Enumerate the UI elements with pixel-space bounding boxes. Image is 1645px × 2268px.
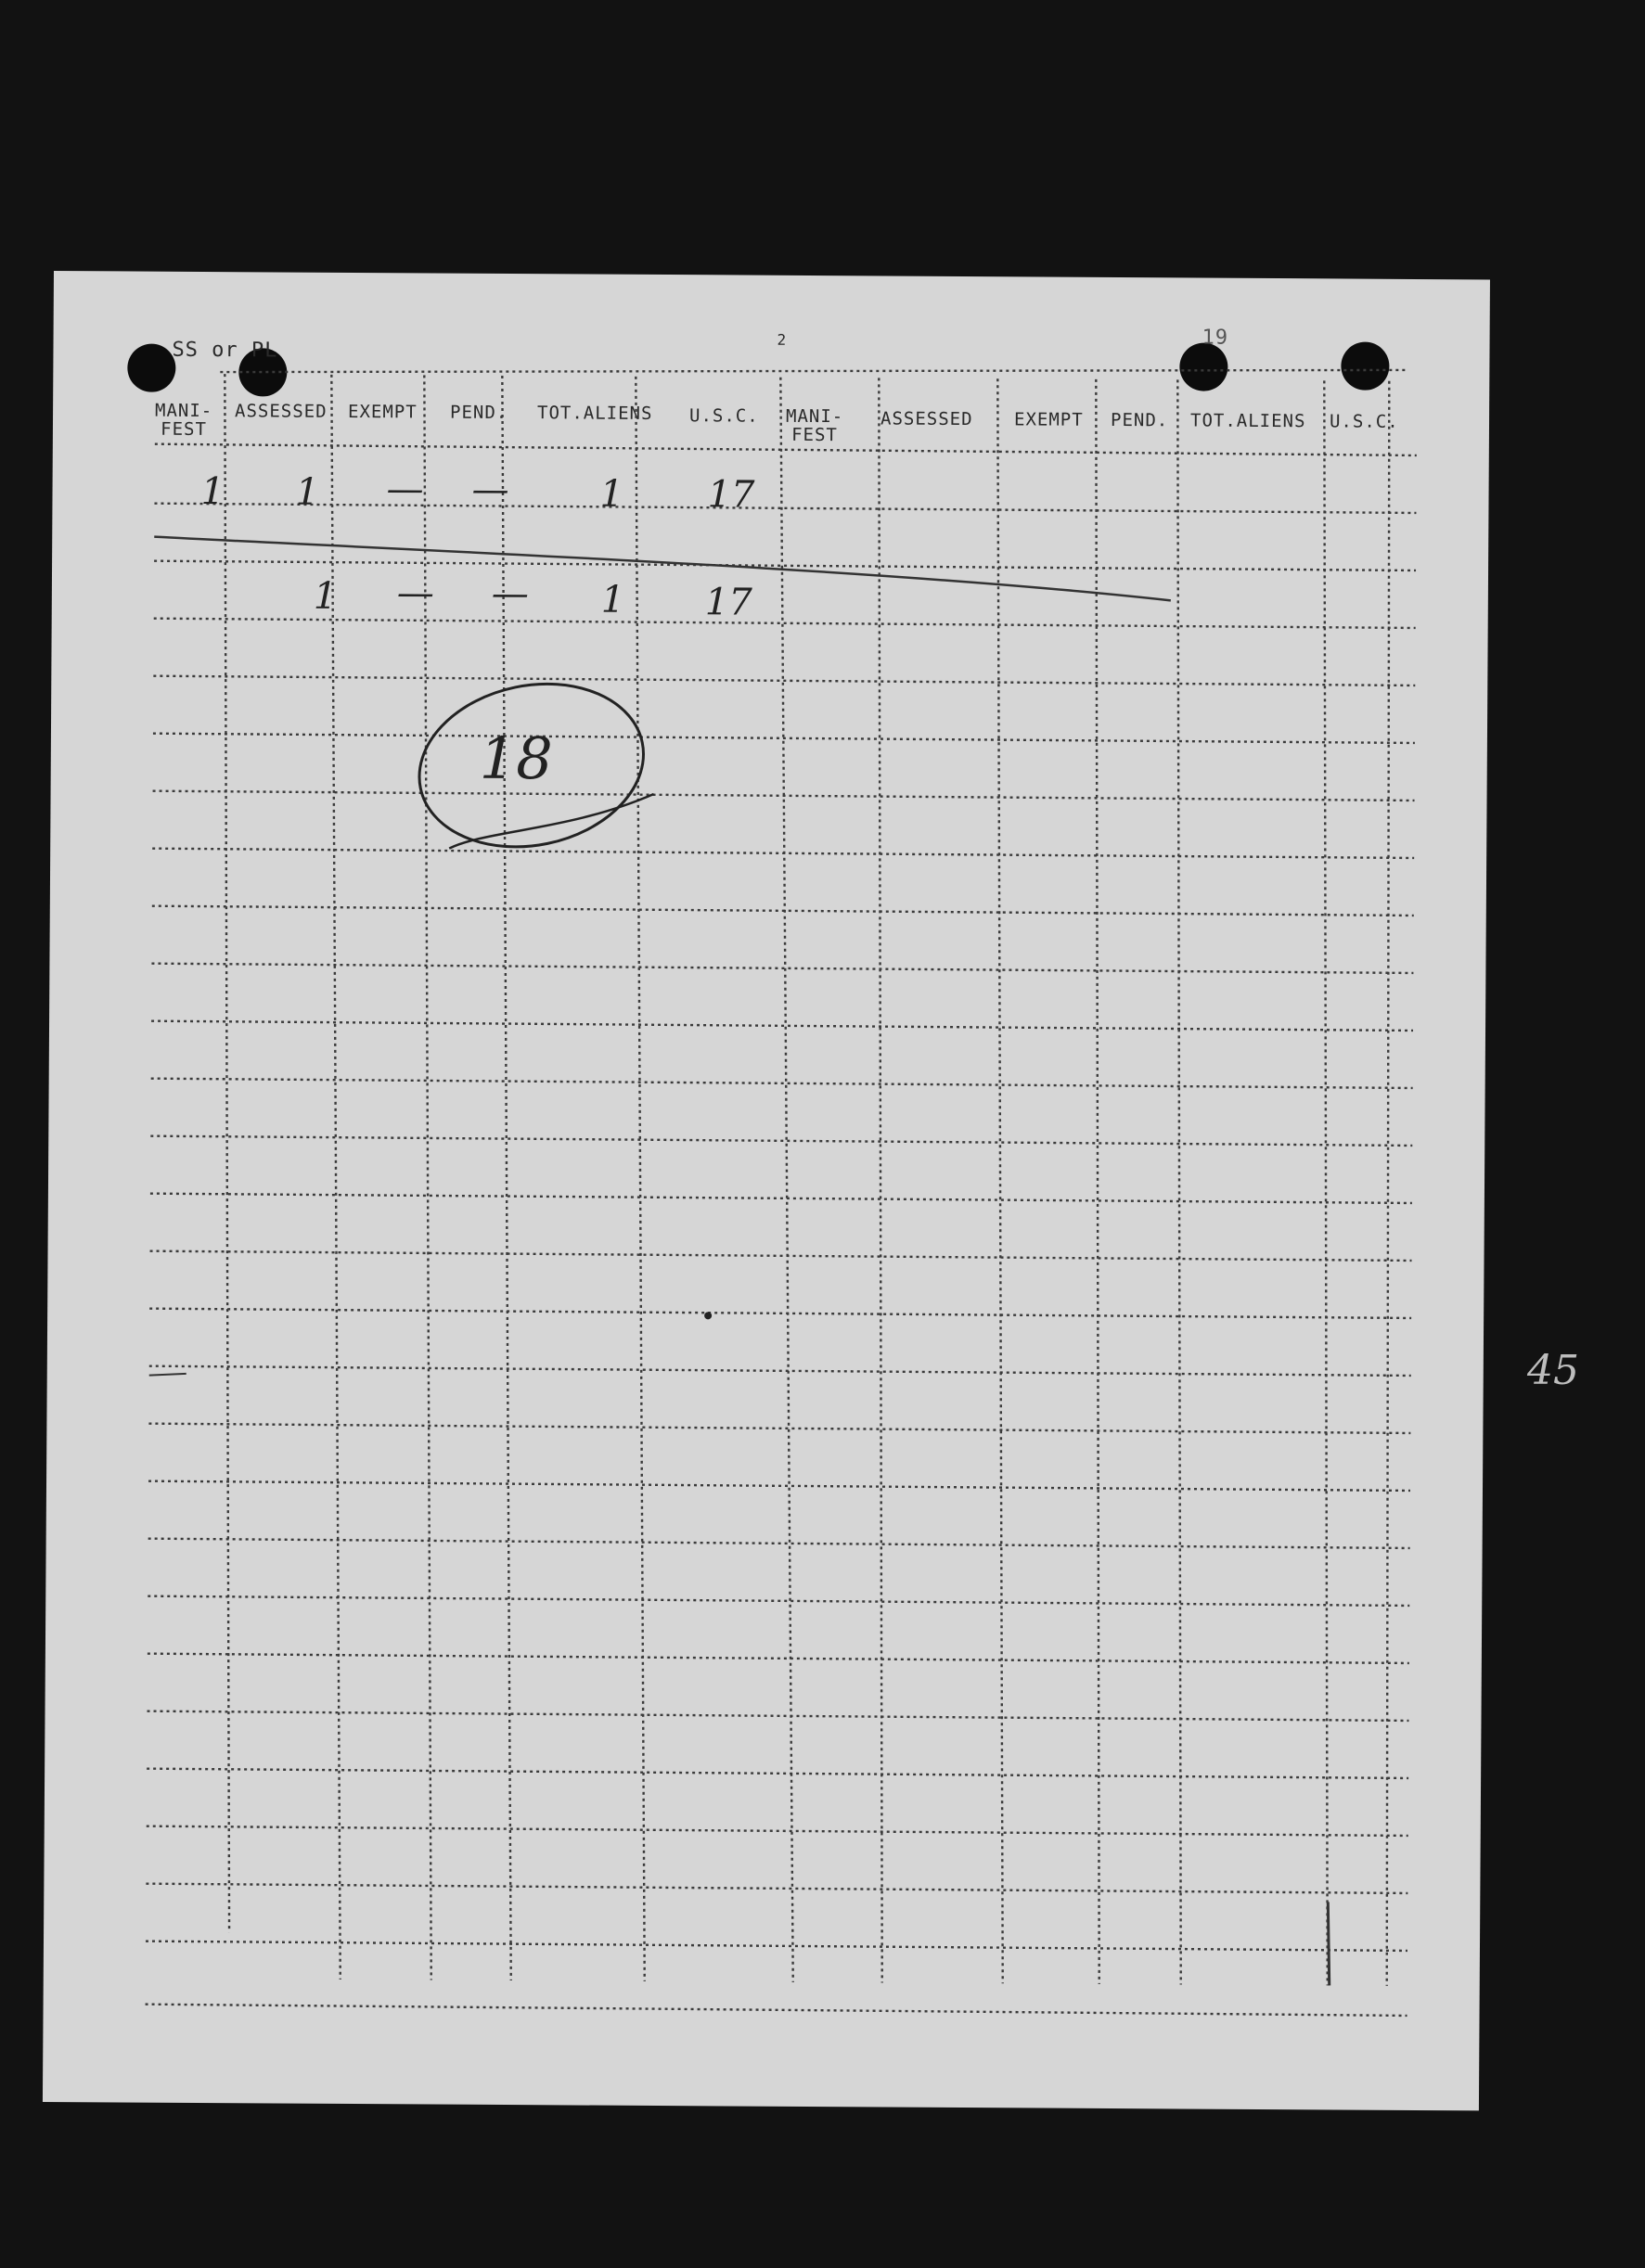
header-assessed-right: ASSESSED xyxy=(880,408,973,430)
row1-manifest: 1 xyxy=(200,469,225,514)
row1-usc: 17 xyxy=(707,473,755,517)
header-exempt-right: EXEMPT xyxy=(1013,409,1084,430)
header-manifest-left: MANI- FEST xyxy=(155,400,213,441)
header-pend-right: PEND. xyxy=(1110,409,1169,431)
header-usc-left: U.S.C. xyxy=(688,405,759,427)
header-pend-left: PEND. xyxy=(450,402,508,423)
header-manifest-right: MANI- FEST xyxy=(785,405,844,446)
row1-pend: — xyxy=(471,468,509,512)
header-tot-aliens-right: TOT.ALIENS xyxy=(1189,410,1306,432)
form-sheet xyxy=(43,271,1490,2110)
header-assessed-left: ASSESSED xyxy=(235,401,328,422)
page-number: 19 xyxy=(1202,326,1229,350)
row2-tot-aliens: 1 xyxy=(600,578,625,621)
row2-usc: 17 xyxy=(704,581,752,624)
row1-assessed: 1 xyxy=(295,470,320,514)
circled-number: 18 xyxy=(479,724,553,793)
ss-or-pl-label: SS or PL xyxy=(172,338,278,363)
header-tot-aliens-left: TOT.ALIENS xyxy=(537,403,653,424)
row2-exempt: — xyxy=(396,571,435,615)
row2-assessed: 1 xyxy=(313,574,338,618)
ruled-grid xyxy=(43,271,1490,2110)
margin-note: 45 xyxy=(1527,1347,1579,1394)
top-mark: 2 xyxy=(777,330,788,349)
header-usc-right: U.S.C. xyxy=(1329,411,1399,432)
row2-pend: — xyxy=(491,571,530,616)
header-exempt-left: EXEMPT xyxy=(348,401,418,423)
row1-exempt: — xyxy=(386,468,424,511)
row1-tot-aliens: 1 xyxy=(599,472,624,516)
